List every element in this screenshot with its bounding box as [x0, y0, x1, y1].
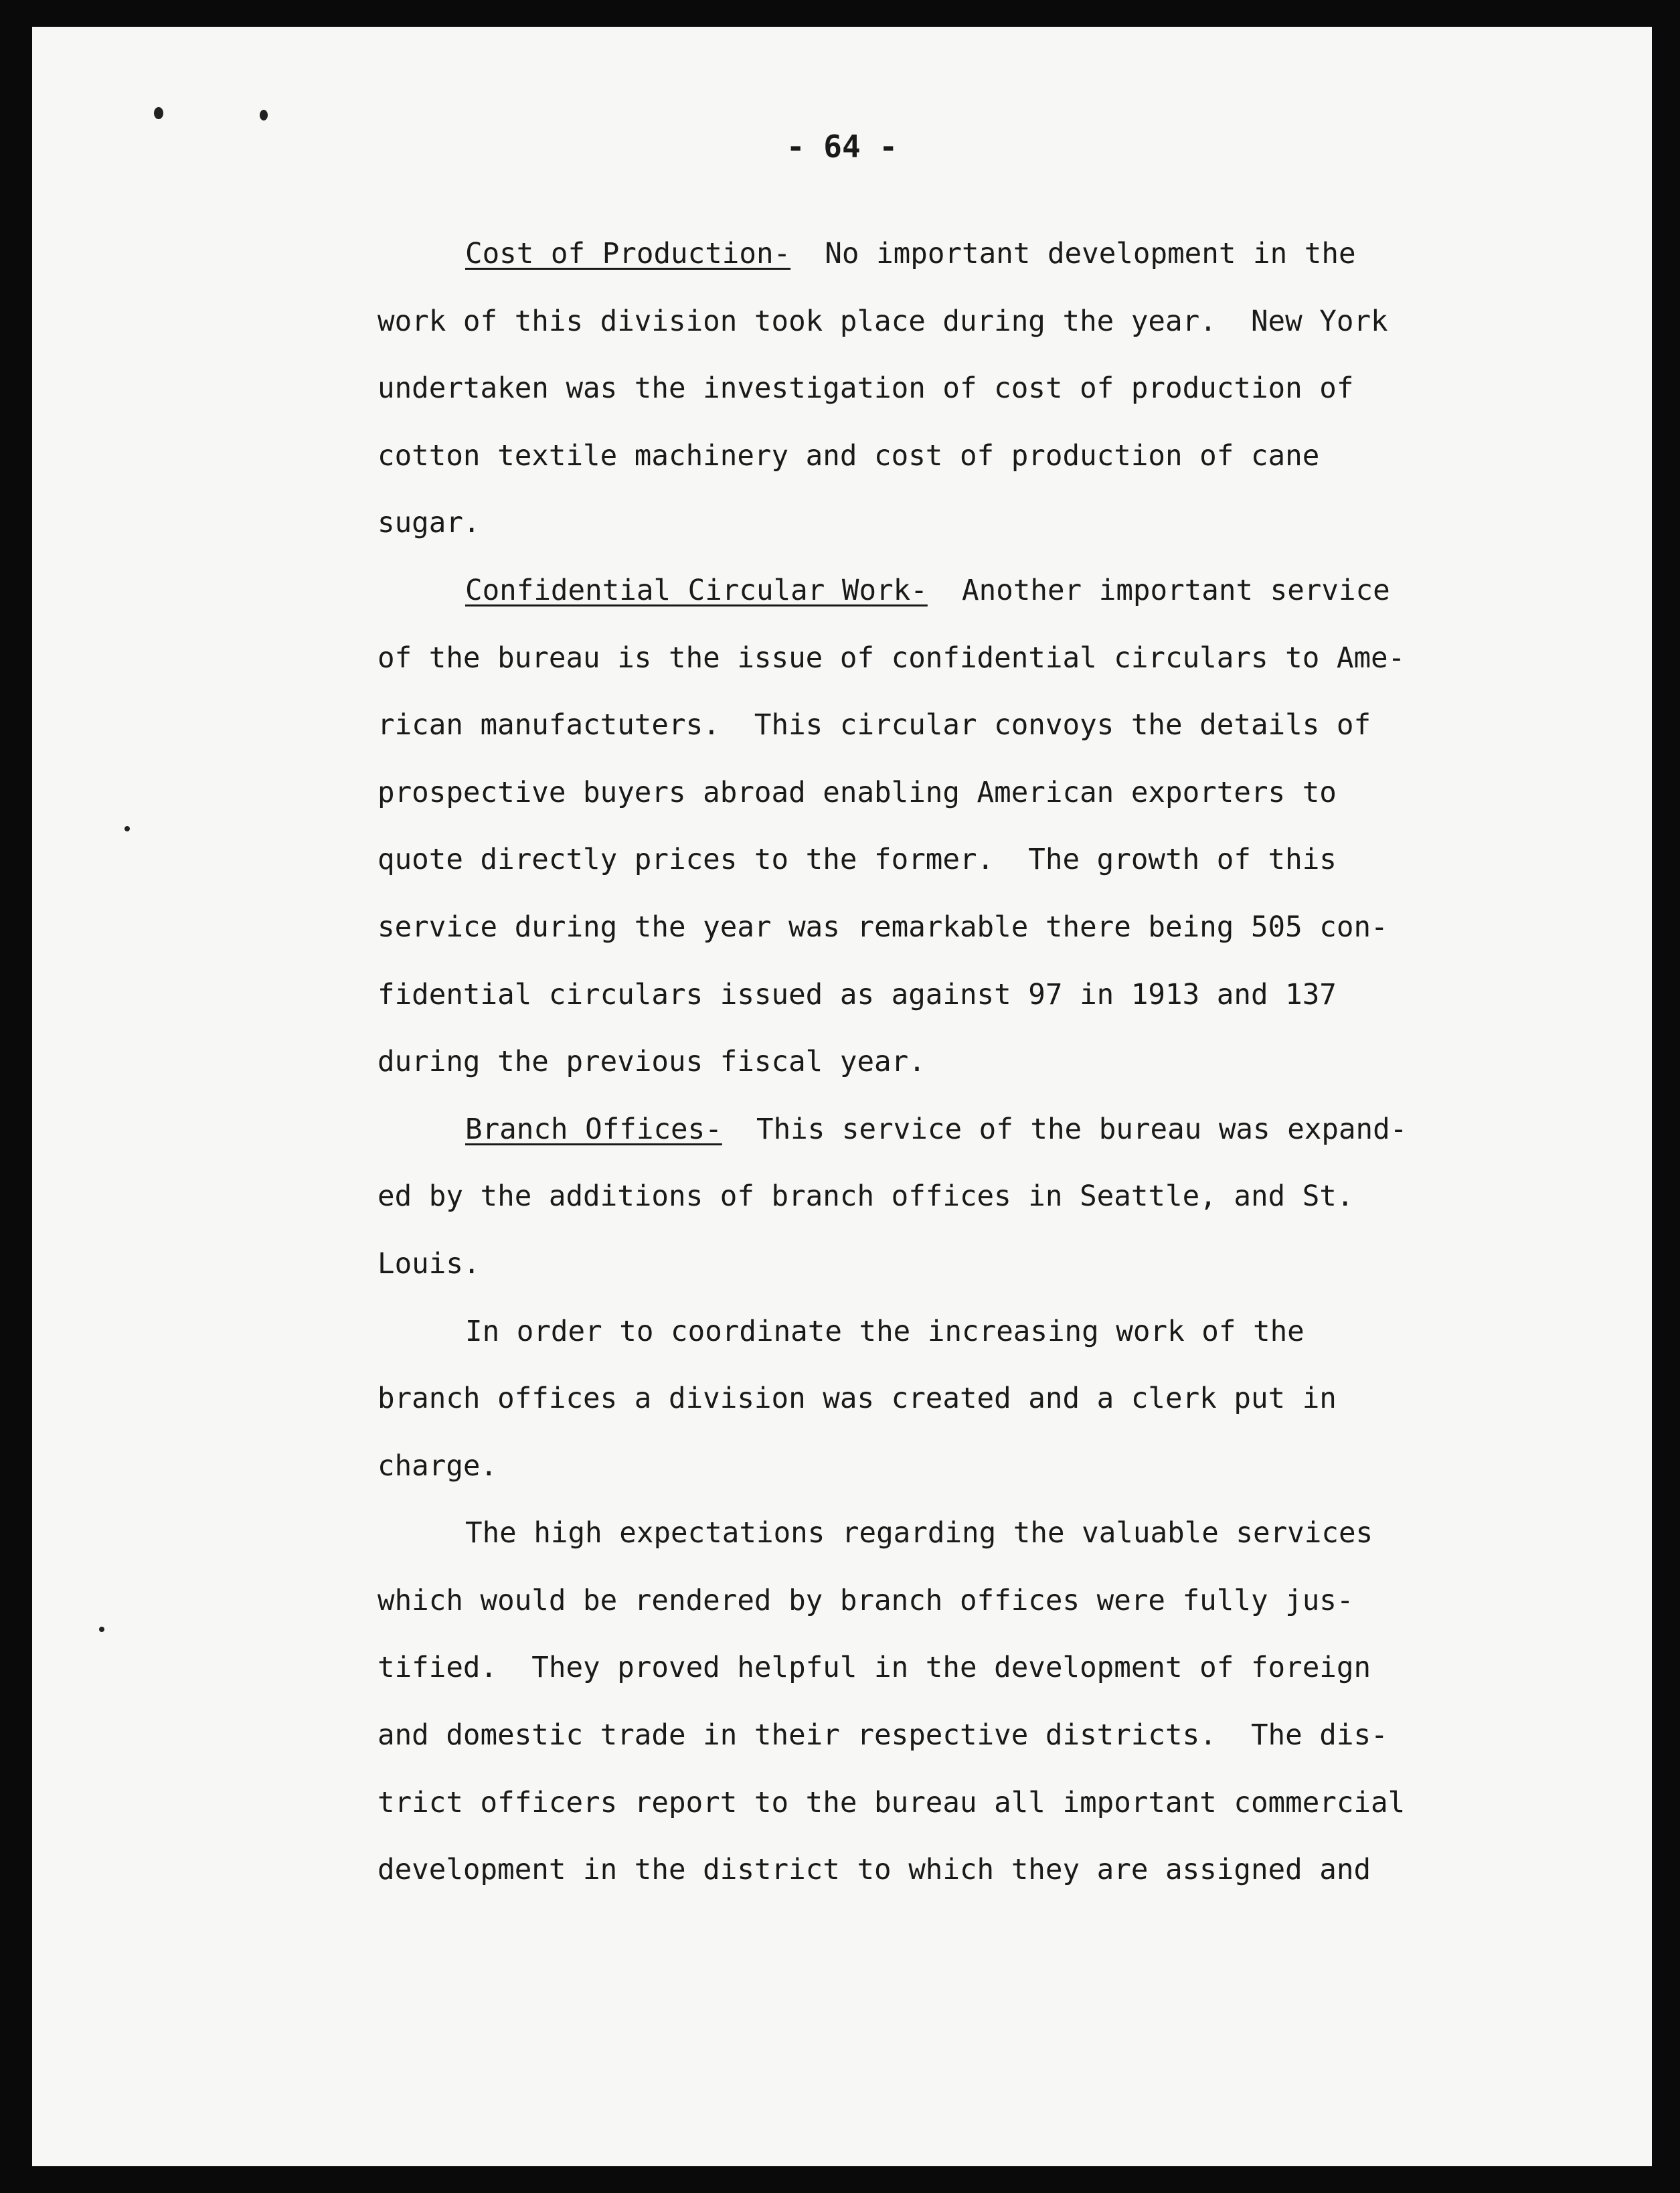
text-line [377, 1448, 1442, 1516]
text-line [377, 572, 1442, 640]
page-number: - 64 - [786, 129, 898, 165]
line-text: No important development in the [790, 238, 1356, 270]
line-text: branch offices a division was created and a clerk put in [377, 1382, 1337, 1416]
text-line [377, 640, 1442, 708]
ink-speck [154, 107, 163, 119]
line-text: The high expectations regarding the valuable services [465, 1517, 1373, 1550]
body-text [377, 236, 1442, 1919]
ink-speck [260, 110, 268, 120]
line-text: prospective buyers abroad enabling American exporters to [377, 776, 1337, 809]
section-heading: Cost of Production- [465, 238, 791, 270]
line-text: quote directly prices to the former. The growth of this [377, 843, 1337, 877]
text-line [377, 775, 1442, 842]
line-text: charge. [377, 1449, 498, 1483]
text-line [377, 1515, 1442, 1582]
line-text: rican manufactuters. This circular convoys the details of [377, 709, 1371, 742]
text-line [377, 1178, 1442, 1246]
line-text: work of this division took place during the year. New York [377, 305, 1388, 338]
line-text: Another important service [927, 574, 1390, 607]
text-line [377, 1246, 1442, 1313]
text-line [377, 1785, 1442, 1852]
document-page [32, 27, 1652, 2166]
text-line [377, 236, 1442, 303]
text-line [377, 1044, 1442, 1111]
text-line [377, 977, 1442, 1044]
text-line [377, 1111, 1442, 1179]
line-text: sugar. [377, 507, 481, 540]
line-text: and domestic trade in their respective districts. The dis- [377, 1719, 1388, 1753]
text-line [377, 1380, 1442, 1448]
text-line [377, 707, 1442, 775]
ink-speck [99, 1627, 104, 1632]
line-text: trict officers report to the bureau all important commercial [377, 1786, 1406, 1819]
text-line [377, 1717, 1442, 1785]
text-line [377, 505, 1442, 572]
line-text: cotton textile machinery and cost of production of cane [377, 439, 1320, 473]
line-text: during the previous fiscal year. [377, 1046, 926, 1079]
line-text: service during the year was remarkable there being 505 con- [377, 910, 1388, 944]
line-text: of the bureau is the issue of confidential circulars to Ame- [377, 641, 1406, 675]
text-line [377, 370, 1442, 438]
line-text: Louis. [377, 1247, 481, 1281]
text-line [377, 909, 1442, 977]
text-line [377, 303, 1442, 371]
text-line [377, 841, 1442, 909]
line-text: undertaken was the investigation of cost of production of [377, 372, 1354, 406]
line-text: development in the district to which they are assigned and [377, 1854, 1371, 1887]
line-text: fidential circulars issued as against 97 in 1913 and 137 [377, 978, 1337, 1011]
line-text: tified. They proved helpful in the development of foreign [377, 1651, 1371, 1685]
text-line [377, 1313, 1442, 1381]
ink-speck [124, 826, 130, 831]
section-heading: Branch Offices- [465, 1113, 722, 1146]
text-line [377, 1649, 1442, 1717]
line-text: This service of the bureau was expand- [722, 1113, 1408, 1146]
text-line [377, 1852, 1442, 1919]
line-text: In order to coordinate the increasing work of the [465, 1315, 1305, 1348]
text-line [377, 438, 1442, 505]
line-text: which would be rendered by branch offices were fully jus- [377, 1584, 1354, 1617]
text-line [377, 1582, 1442, 1650]
section-heading: Confidential Circular Work- [465, 574, 928, 607]
line-text: ed by the additions of branch offices in Seattle, and St. [377, 1180, 1354, 1214]
